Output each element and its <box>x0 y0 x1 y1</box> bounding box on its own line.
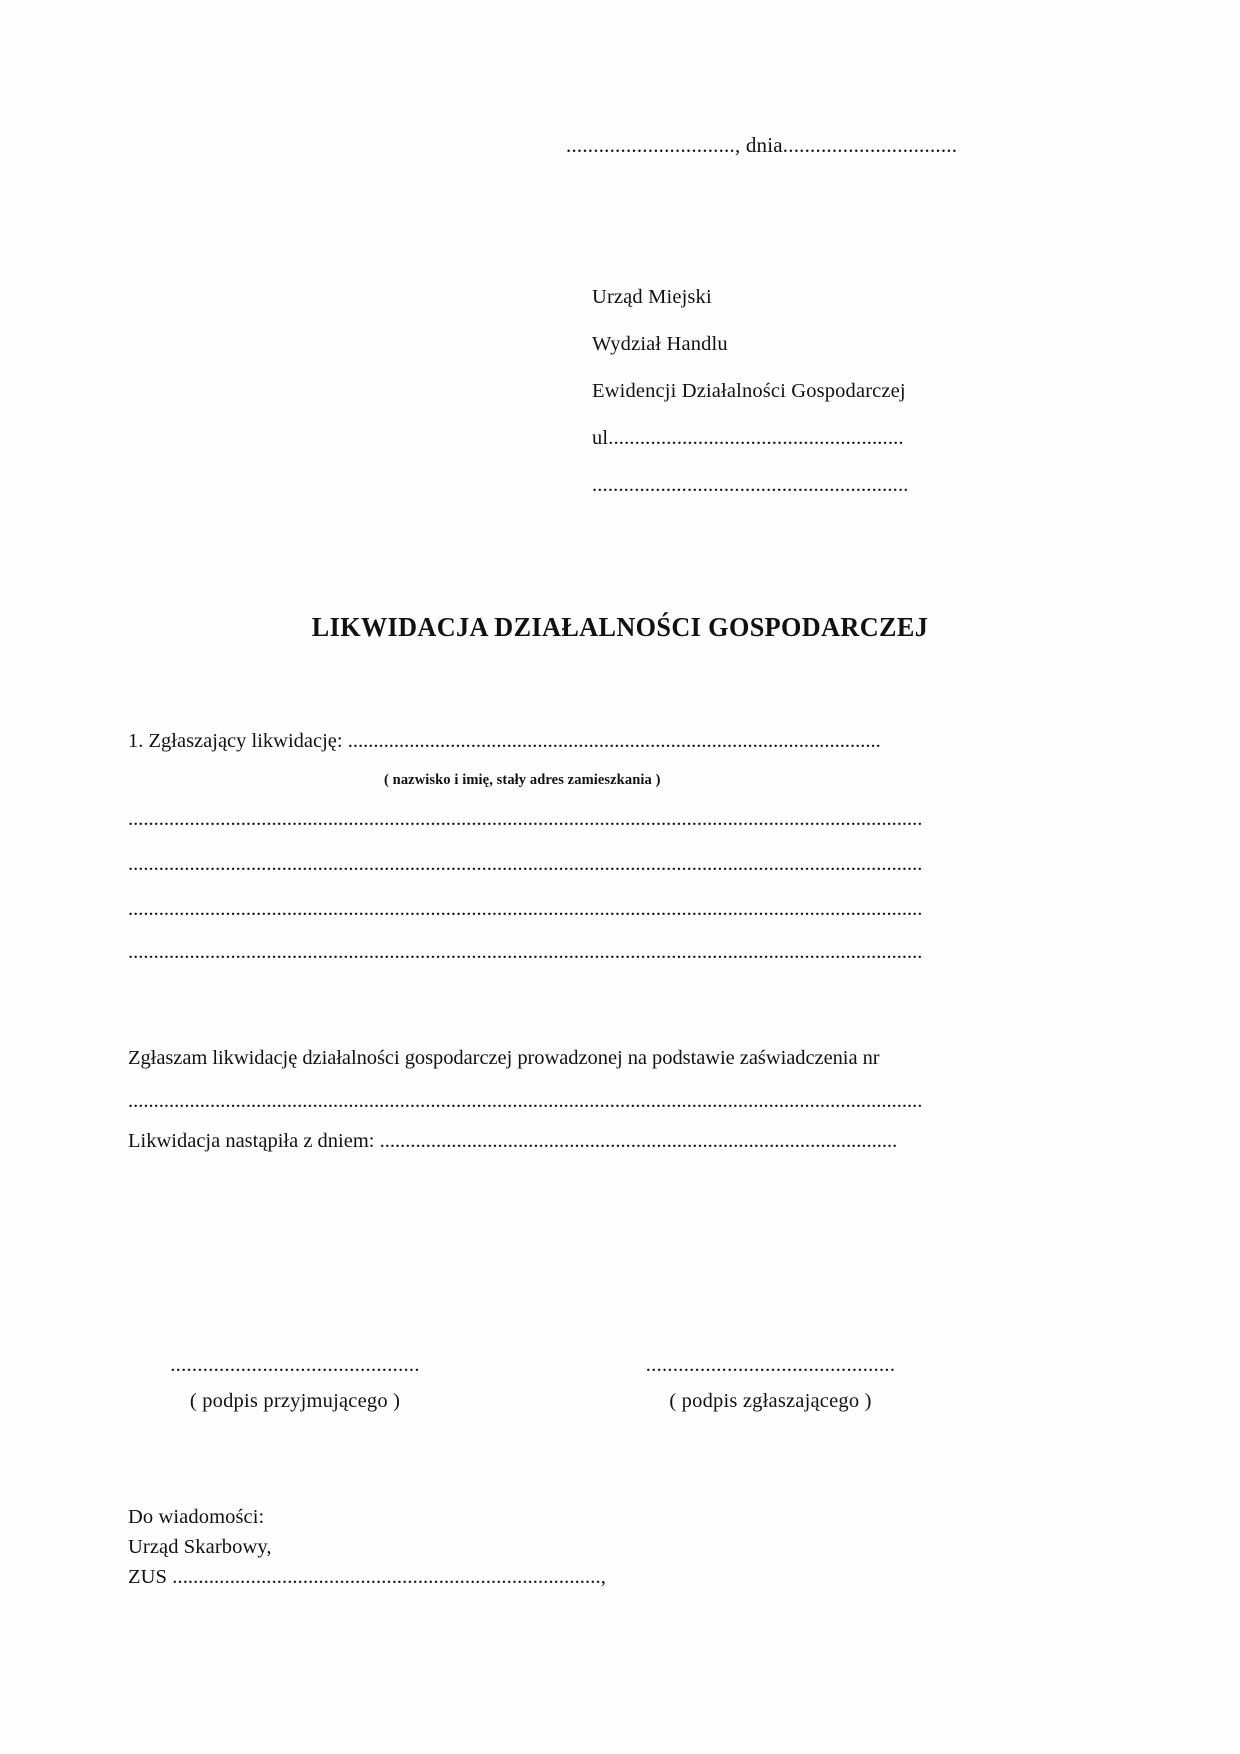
blank-line-3: ........................................................................................................................................................... <box>128 898 923 920</box>
applicant-field-caption: ( nazwisko i imię, stały adres zamieszkania ) <box>384 772 661 788</box>
liquidation-date-row: Likwidacja nastąpiła z dniem: ..................................................................................................... <box>128 1130 898 1152</box>
cc-zus: ZUS .................................................................................., <box>128 1566 606 1588</box>
signature-applicant-label: ( podpis zgłaszającego ) <box>669 1389 872 1412</box>
addressee-block <box>592 286 1012 497</box>
liquidation-statement: Zgłaszam likwidację działalności gospodarczej prowadzonej na podstawie zaświadczenia nr <box>128 1047 880 1069</box>
signature-receiver-line: .............................................. <box>170 1354 420 1376</box>
signature-applicant-line: .............................................. <box>645 1354 896 1376</box>
addressee-blank-line: ............................................................ <box>592 474 909 496</box>
addressee-line-1: Urząd Miejski <box>592 286 712 308</box>
signature-receiver-label: ( podpis przyjmującego ) <box>189 1389 401 1412</box>
blank-line-4: ........................................................................................................................................................... <box>128 941 923 963</box>
cc-heading: Do wiadomości: <box>128 1506 265 1528</box>
applicant-field-row: 1. Zgłaszający likwidację: ........................................................................................................ <box>128 730 881 752</box>
signature-receiver <box>130 1355 460 1413</box>
blank-line-5: ........................................................................................................................................................... <box>128 1090 923 1112</box>
blank-line-1: ........................................................................................................................................................... <box>128 808 923 830</box>
page-title: LIKWIDACJA DZIAŁALNOŚCI GOSPODARCZEJ <box>311 612 929 642</box>
blank-line-2: ........................................................................................................................................................... <box>128 853 923 875</box>
cc-tax-office: Urząd Skarbowy, <box>128 1536 272 1558</box>
addressee-line-2: Wydział Handlu <box>592 333 728 355</box>
addressee-street-line: ul........................................................ <box>592 427 904 449</box>
signature-block <box>0 1355 1240 1465</box>
date-line: ..............................., dnia................................ <box>566 133 958 157</box>
signature-applicant <box>598 1355 943 1413</box>
cc-block <box>128 1506 606 1589</box>
addressee-line-3: Ewidencji Działalności Gospodarczej <box>592 380 906 402</box>
